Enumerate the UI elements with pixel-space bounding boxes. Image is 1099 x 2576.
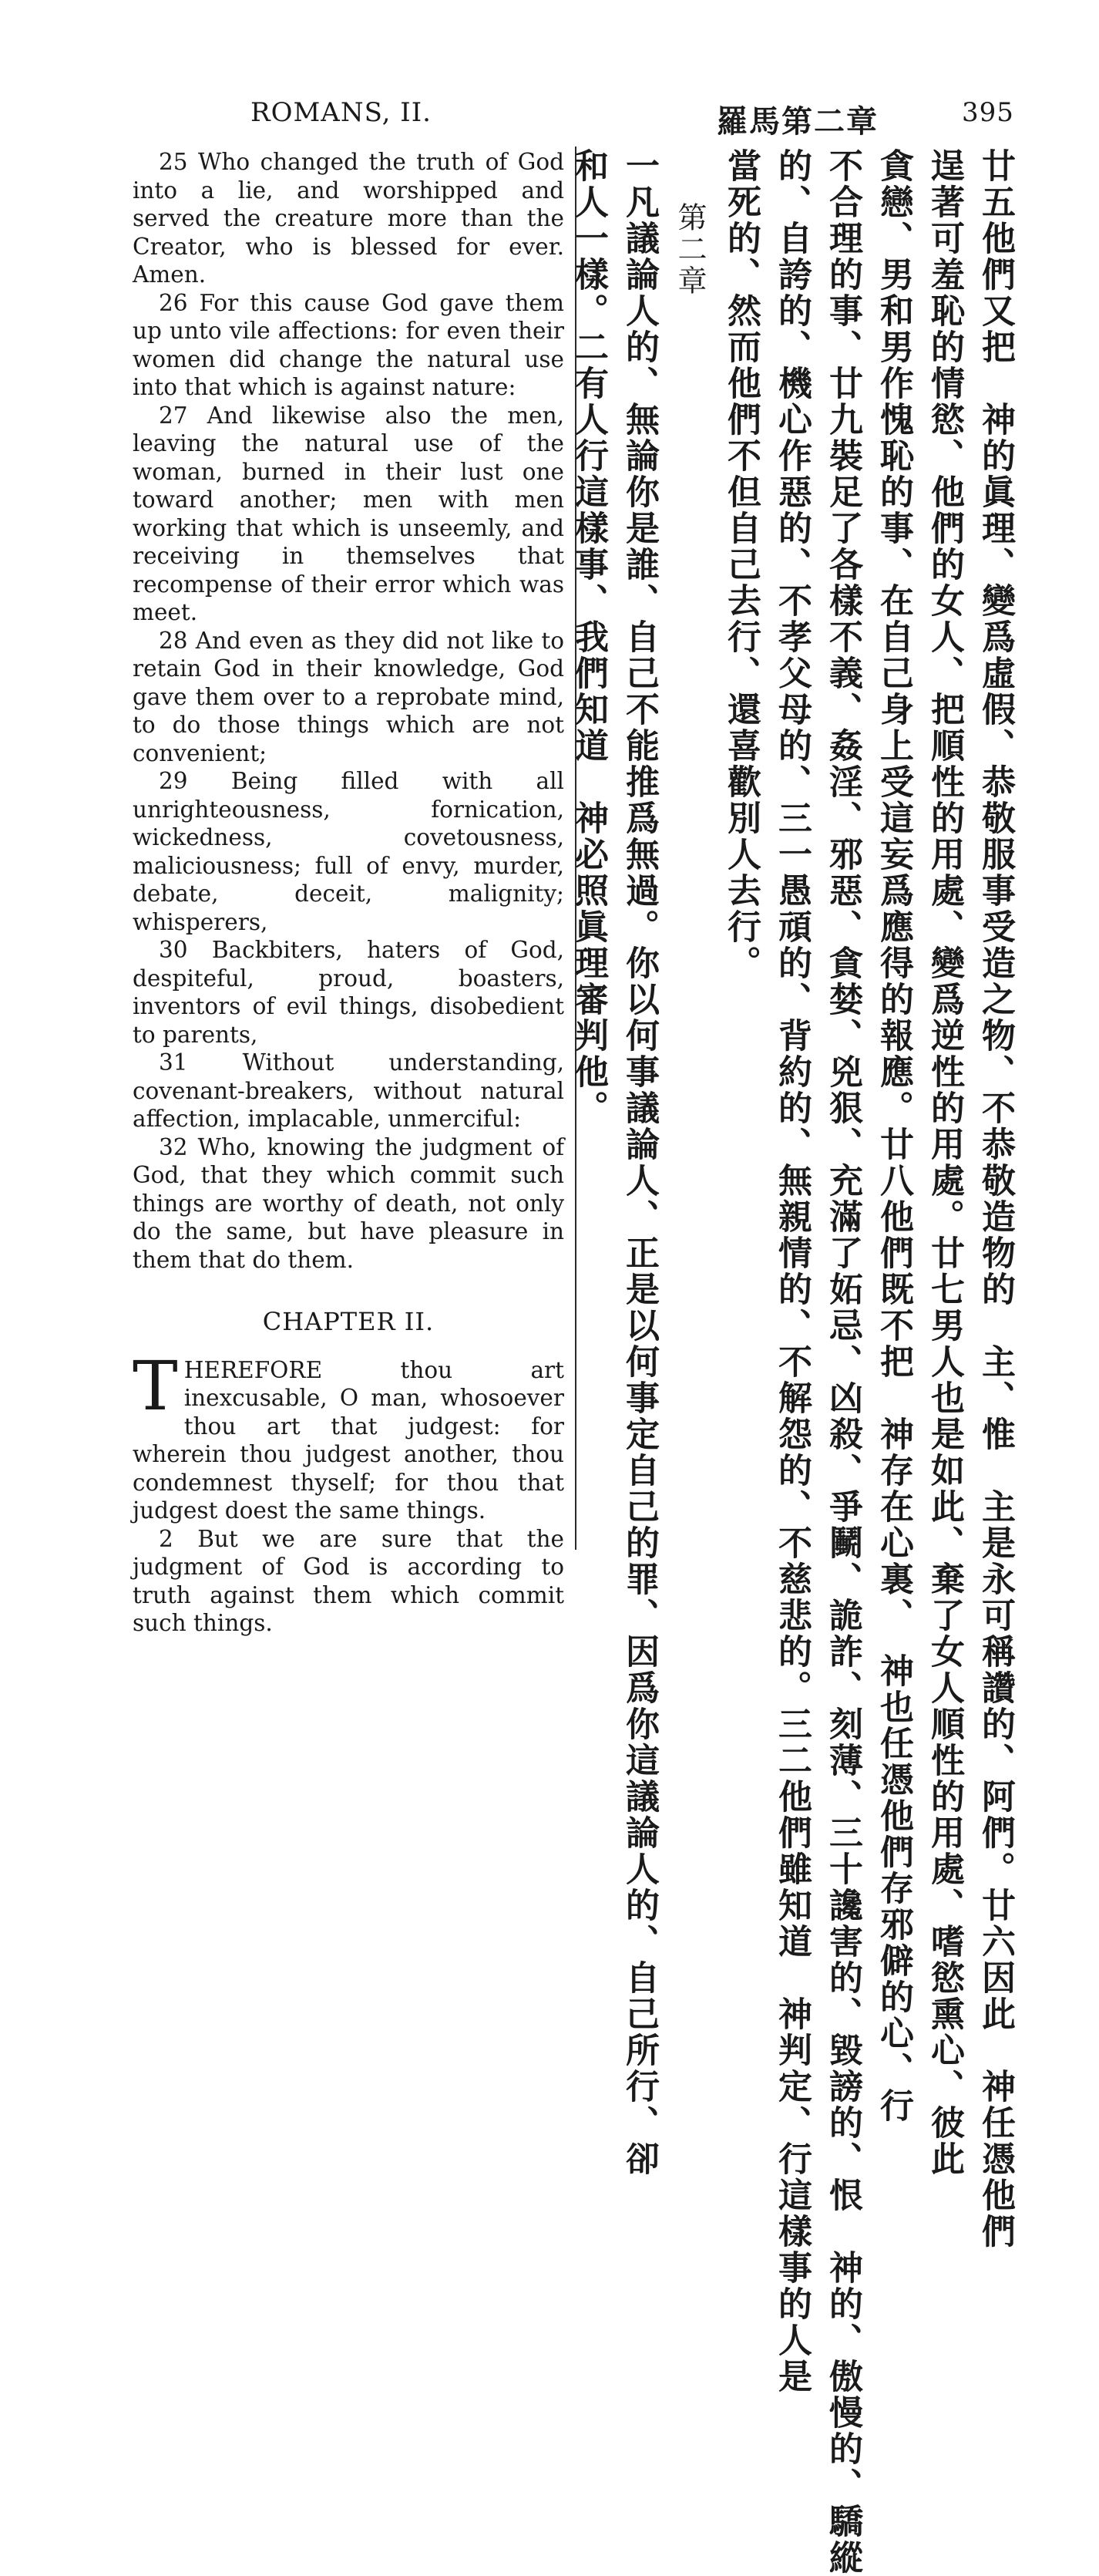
chinese-line: 逞著可羞恥的情慾、他們的女人、把順性的用處、變爲逆性的用處。廿七男人也是如此、棄了女人順性的用處、嗜慾熏心、彼此 bbox=[925, 148, 964, 2177]
chinese-chapter-heading: 第二章 bbox=[673, 202, 707, 297]
chinese-column bbox=[569, 148, 1017, 2576]
verse-31: 31 Without understanding, covenant-breakers, without natural affection, implacable, unmerciful: bbox=[133, 1049, 564, 1132]
page-number: 395 bbox=[962, 97, 1014, 128]
chinese-line: 一凡議論人的、無論你是誰、自己不能推爲無過。你以何事議論人、正是以何事定自己的罪、因爲你這議論人的、自己所行、卻 bbox=[620, 148, 659, 2177]
chapter-2-verse-1 bbox=[133, 1345, 564, 1525]
chapter-heading: CHAPTER II. bbox=[262, 1307, 435, 1336]
chinese-line: 不合理的事、廿九裝足了各樣不義、姦淫、邪惡、貪婪、兇狠、充滿了妬忌、凶殺、爭鬭、詭詐、刻薄、三十讒害的、毀謗的、恨 神的、傲慢的、驕縱 bbox=[823, 148, 862, 2576]
verse-28: 28 And even as they did not like to retain God in their knowledge, God gave them over to a reprobate mind, to do those things which are not convenient; bbox=[133, 627, 564, 766]
english-column bbox=[133, 148, 564, 1638]
chinese-line: 的、自誇的、機心作惡的、不孝父母的、三一愚頑的、背約的、無親情的、不解怨的、不慈悲的。三二他們雖知道 神判定、行這樣事的人是 bbox=[772, 148, 812, 2395]
running-header-english: ROMANS, II. bbox=[250, 97, 432, 128]
chapter-2-verse-1-text: HEREFORE thou art inexcusable, O man, whosoever thou art that judgest: for wherein thou judgest another, thou condemnest thyself; for thou that judgest doest the same things. bbox=[133, 1356, 564, 1524]
verse-26: 26 For this cause God gave them up unto vile affections: for even their women did change the natural use into that which is against nature: bbox=[133, 289, 564, 400]
chinese-line: 貪戀、男和男作愧恥的事、在自己身上受這妄爲應得的報應。廿八他們既不把 神存在心裏、 神也任憑他們存邪僻的心、行 bbox=[874, 148, 913, 2124]
verse-27: 27 And likewise also the men, leaving the natural use of the woman, burned in their lust one toward another; men with men working that which is unseemly, and receiving in themselves that recompense of their error which was meet. bbox=[133, 402, 564, 625]
chinese-line: 廿五他們又把 神的眞理、變爲虛假、恭敬服事受造之物、不恭敬造物的 主、惟 主是永可稱讚的、阿們。廿六因此 神任憑他們 bbox=[976, 148, 1015, 2250]
running-header-chinese: 羅馬第二章 bbox=[717, 103, 879, 140]
verse-30: 30 Backbiters, haters of God, despiteful, proud, boasters, inventors of evil things, disobedient to parents, bbox=[133, 937, 564, 1048]
verse-25: 25 Who changed the truth of God into a lie, and worshipped and served the creature more than the Creator, who is blessed for ever. Amen. bbox=[133, 149, 564, 288]
chinese-line: 當死的、然而他們不但自己去行、還喜歡別人去行。 bbox=[721, 148, 761, 982]
chapter-2-verse-2: 2 But we are sure that the judgment of God is according to truth against them which commit such things. bbox=[133, 1525, 564, 1636]
chinese-line: 和人一樣。二有人行這樣事、我們知道 神必照眞理審判他。 bbox=[569, 148, 608, 1126]
drop-cap: T bbox=[133, 1345, 178, 1426]
verse-29: 29 Being filled with all unrighteousness, fornication, wickedness, covetousness, maliciousness; full of envy, murder, debate, deceit, malignity; whisperers, bbox=[133, 768, 564, 935]
verse-32: 32 Who, knowing the judgment of God, that they which commit such things are worthy of death, not only do the same, but have pleasure in them that do them. bbox=[133, 1133, 564, 1273]
